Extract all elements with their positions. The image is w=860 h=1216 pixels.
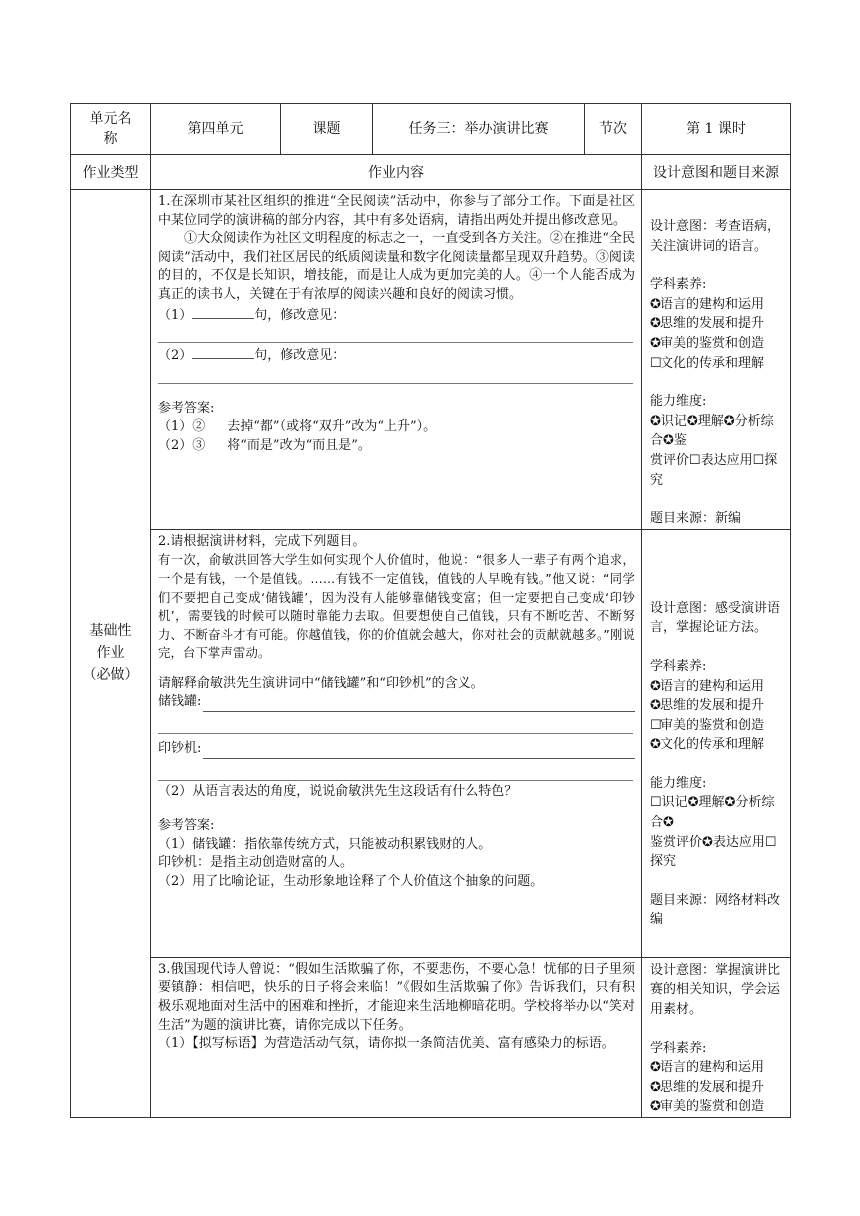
q2-printer-row: 印钞机: xyxy=(158,740,635,759)
content-label: 作业内容 xyxy=(151,155,642,190)
design-1-cell xyxy=(642,190,791,530)
section-label: 节次 xyxy=(585,104,642,155)
category-line-2: 作业 xyxy=(96,645,125,662)
unit-name-value: 第四单元 xyxy=(151,104,281,155)
header-row xyxy=(71,104,791,155)
q2-task-2: （2）从语言表达的角度，说说俞敏洪先生这段话有什么特色？ xyxy=(158,783,518,799)
question-row-2 xyxy=(71,529,791,957)
design-3-cell xyxy=(642,957,791,1117)
q1-passage: ①大众阅读作为社区文明程度的标志之一，一直受到各方关注。②在推进“全民阅读”活动中，我们社区居民的纸质阅读量和数字化阅读量都呈现双升趋势。③阅读的目的，不仅是长知识，增技能，而是让人成为更加完美的人。④一个人能否成为真正的读书人，关键在于有浓厚的阅读兴趣和良好的阅读习惯。 xyxy=(158,231,635,302)
d2-literacy-item: ✪语言的建构和运用 xyxy=(650,678,765,694)
d1-literacy-item: ✪思维的发展和提升 xyxy=(650,316,765,332)
q2-answer-1b: 印钞机：是指主动创造财富的人。 xyxy=(158,855,354,871)
topic-label: 课题 xyxy=(281,104,373,155)
question-3-cell xyxy=(151,957,642,1117)
q1-answer-label: 参考答案: xyxy=(158,400,215,416)
q2-intro: 2.请根据演讲材料，完成下列题目。 xyxy=(158,533,366,549)
q1-blank-1: （1） 句，修改意见： xyxy=(158,305,635,326)
q2-piggy-line[interactable] xyxy=(203,696,635,712)
d1-source: 题目来源：新编 xyxy=(650,511,742,527)
d3-literacy-item: ✪思维的发展和提升 xyxy=(650,1079,765,1095)
q1-blank-2-line[interactable] xyxy=(192,345,254,359)
section-value: 第 1 课时 xyxy=(642,104,791,155)
q2-task-1: 请解释俞敏洪先生演讲词中“储钱罐”和“印钞机”的含义。 xyxy=(158,675,484,691)
category-cell xyxy=(71,190,151,1118)
type-label: 作业类型 xyxy=(71,155,151,190)
category-line-1: 基础性 xyxy=(89,623,132,640)
q1-intro: 1.在深圳市某社区组织的推进“全民阅读”活动中，你参与了部分工作。下面是社区中某位同学的演讲稿的部分内容，其中有多处语病，请指出两处并提出修改意见。 xyxy=(158,194,635,228)
d1-ability-label: 能力维度: xyxy=(650,394,707,410)
d1-literacy-item: ✪语言的建构和运用 xyxy=(650,296,765,312)
homework-table xyxy=(70,103,791,1118)
d3-literacy-item: ✪语言的建构和运用 xyxy=(650,1060,765,1076)
d2-literacy-label: 学科素养: xyxy=(650,658,707,674)
q3-task-1: （1）【拟写标语】为营造活动气氛，请你拟一条简洁优美、富有感染力的标语。 xyxy=(158,1036,615,1052)
q1-answer-1: （1）② 去掉“都”（或将“双升”改为“上升”）。 xyxy=(158,419,437,435)
q1-answer-line-1[interactable] xyxy=(158,325,633,343)
q2-piggy-line-2[interactable] xyxy=(158,716,633,734)
question-row-1 xyxy=(71,190,791,530)
d2-literacy-item: ✪思维的发展和提升 xyxy=(650,698,765,714)
design-label: 设计意图和题目来源 xyxy=(642,155,791,190)
q2-answer-label: 参考答案: xyxy=(158,818,215,834)
category-line-3: （必做） xyxy=(82,667,139,684)
q2-piggy-row: 储钱罐: xyxy=(158,693,635,712)
q1-blank-2: （2） 句，修改意见： xyxy=(158,345,635,366)
d3-intent: 设计意图：掌握演讲比赛的相关知识，学会运用素材。 xyxy=(650,962,781,1017)
q1-answer-line-2[interactable] xyxy=(158,366,633,384)
q3-intro: 3.俄国现代诗人曾说：“假如生活欺骗了你，不要悲伤，不要心急！忧郁的日子里须要镇静：相信吧，快乐的日子将会来临！”《假如生活欺骗了你》告诉我们，只有积极乐观地面对生活中的困难和挫折，才能迎来生活地柳暗花明。学校将举办以“笑对生活”为题的演讲比赛，请你完成以下任务。 xyxy=(158,961,635,1033)
q2-answer-1: （1）储钱罐：指依靠传统方式，只能被动积累钱财的人。 xyxy=(158,836,492,852)
d2-ability-label: 能力维度: xyxy=(650,775,707,791)
subheader-row xyxy=(71,155,791,190)
d2-intent: 设计意图：感受演讲语言，掌握论证方法。 xyxy=(650,600,781,636)
d1-ability-line-2: 赏评价☐表达应用☐探究 xyxy=(650,452,778,488)
design-2-cell xyxy=(642,529,791,957)
d1-literacy-label: 学科素养: xyxy=(650,277,707,293)
d2-literacy-item: ☐审美的鉴赏和创造 xyxy=(650,717,765,733)
q2-answer-2: （2）用了比喻论证，生动形象地诠释了个人价值这个抽象的问题。 xyxy=(158,874,544,890)
d1-literacy-item: ✪审美的鉴赏和创造 xyxy=(650,335,765,351)
d3-literacy-label: 学科素养: xyxy=(650,1040,707,1056)
q1-answer-2: （2）③ 将“而是”改为“而且是”。 xyxy=(158,437,371,453)
question-row-3 xyxy=(71,957,791,1117)
q1-blank-1-line[interactable] xyxy=(192,305,254,319)
d1-ability-line-1: ✪识记✪理解✪分析综合✪鉴 xyxy=(650,413,774,449)
topic-value: 任务三：举办演讲比赛 xyxy=(373,104,585,155)
d1-literacy-item: ☐文化的传承和理解 xyxy=(650,355,765,371)
question-1-cell xyxy=(151,190,642,530)
d3-literacy-item: ✪审美的鉴赏和创造 xyxy=(650,1099,765,1115)
d2-literacy-item: ✪文化的传承和理解 xyxy=(650,737,765,753)
q2-printer-line-2[interactable] xyxy=(158,763,633,781)
unit-name-label: 单元名称 xyxy=(71,104,151,155)
q2-passage: 有一次，俞敏洪回答大学生如何实现个人价值时，他说：“很多人一辈子有两个追求，一个是有钱，一个是值钱。……有钱不一定值钱，值钱的人早晚有钱。”他又说：“同学们不要把自己变成‘储钱罐’，因为没有人能够靠储钱变富；但一定要把自己变成‘印钞机’，需要钱的时候可以随时靠能力去取。但要想使自己值钱，只有不断吃苦、不断努力、不断奋斗才有可能。你越值钱，你的价值就会越大，你对社会的贡献就越多。”刚说完，台下掌声雷动。 xyxy=(158,553,635,661)
d2-ability-line-2: 鉴赏评价✪表达应用☐探究 xyxy=(650,834,777,870)
q2-printer-line[interactable] xyxy=(203,743,635,759)
d1-intent: 设计意图：考查语病，关注演讲词的语言。 xyxy=(650,219,781,254)
d2-source: 题目来源：网络材料改编 xyxy=(650,892,781,928)
question-2-cell xyxy=(151,529,642,957)
d2-ability-line-1: ☐识记✪理解✪分析综合✪ xyxy=(650,795,775,831)
